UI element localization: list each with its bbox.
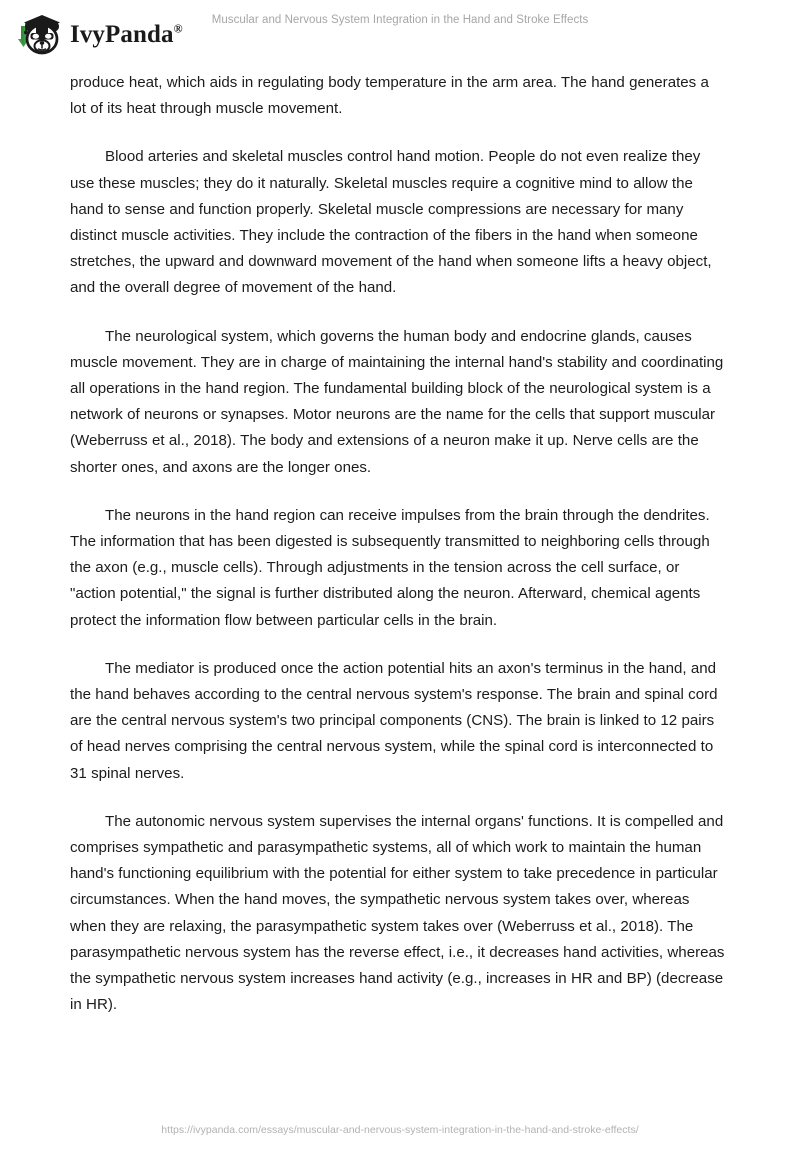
paragraph: The autonomic nervous system supervises the internal organs' functions. It is compelled and comprises sympathetic and parasympathetic systems, all of which work to maintain the human hand's functioning equilibrium with the potential for either system to take precedence in particular circumstances. When the hand moves, the sympathetic nervous system takes over, whereas when they are relaxing, the parasympathetic system takes over (Weberruss et al., 2018). The parasympathetic nervous system has the reverse effect, i.e., it decreases hand activities, whereas the sympathetic nervous system increases hand activity (e.g., increases in HR and BP) (decrease in HR). xyxy=(70,812,725,1014)
page-header xyxy=(0,0,800,68)
document-header-title: Muscular and Nervous System Integration in the Hand and Stroke Effects xyxy=(211,14,589,26)
source-url-link[interactable]: https://ivypanda.com/essays/muscular-and-nervous-system-integration-in-the-hand-and-stroke-effects/ xyxy=(161,1124,639,1136)
page-footer xyxy=(0,1120,800,1138)
paragraph: produce heat, which aids in regulating body temperature in the arm area. The hand generates a lot of its heat through muscle movement. xyxy=(70,74,709,118)
document-body xyxy=(70,70,725,1041)
brand-name-text: IvyPanda xyxy=(70,20,174,48)
paragraph: The neurological system, which governs the human body and endocrine glands, causes muscle movement. They are in charge of maintaining the internal hand's stability and coordinating all operations in the hand region. The fundamental building block of the neurological system is a network of neurons or synapses. Motor neurons are the name for the cells that support muscular (Weberruss et al., 2018). The body and extensions of a neuron make it up. Nerve cells are the shorter ones, and axons are the longer ones. xyxy=(70,327,724,476)
paragraph: The mediator is produced once the action potential hits an axon's terminus in the hand, and the hand behaves according to the central nervous system's response. The brain and spinal cord are the central nervous system's two principal components (CNS). The brain is linked to 12 pairs of head nerves comprising the central nervous system, while the spinal cord is interconnected to 31 spinal nerves. xyxy=(70,659,718,782)
paragraph: Blood arteries and skeletal muscles control hand motion. People do not even realize they use these muscles; they do it naturally. Skeletal muscles require a cognitive mind to allow the hand to sense and function properly. Skeletal muscle compressions are necessary for many distinct muscle activities. They include the contraction of the fibers in the hand when someone stretches, the upward and downward movement of the hand when someone lifts a heavy object, and the overall degree of movement of the hand. xyxy=(70,148,712,297)
paragraph: The neurons in the hand region can receive impulses from the brain through the dendrites. The information that has been digested is subsequently transmitted to neighboring cells through the axon (e.g., muscle cells). Through adjustments in the tension across the cell surface, or "action potential," the signal is further distributed along the neuron. Afterward, chemical agents protect the information flow between particular cells in the brain. xyxy=(70,506,710,629)
registered-mark: ® xyxy=(173,21,183,36)
